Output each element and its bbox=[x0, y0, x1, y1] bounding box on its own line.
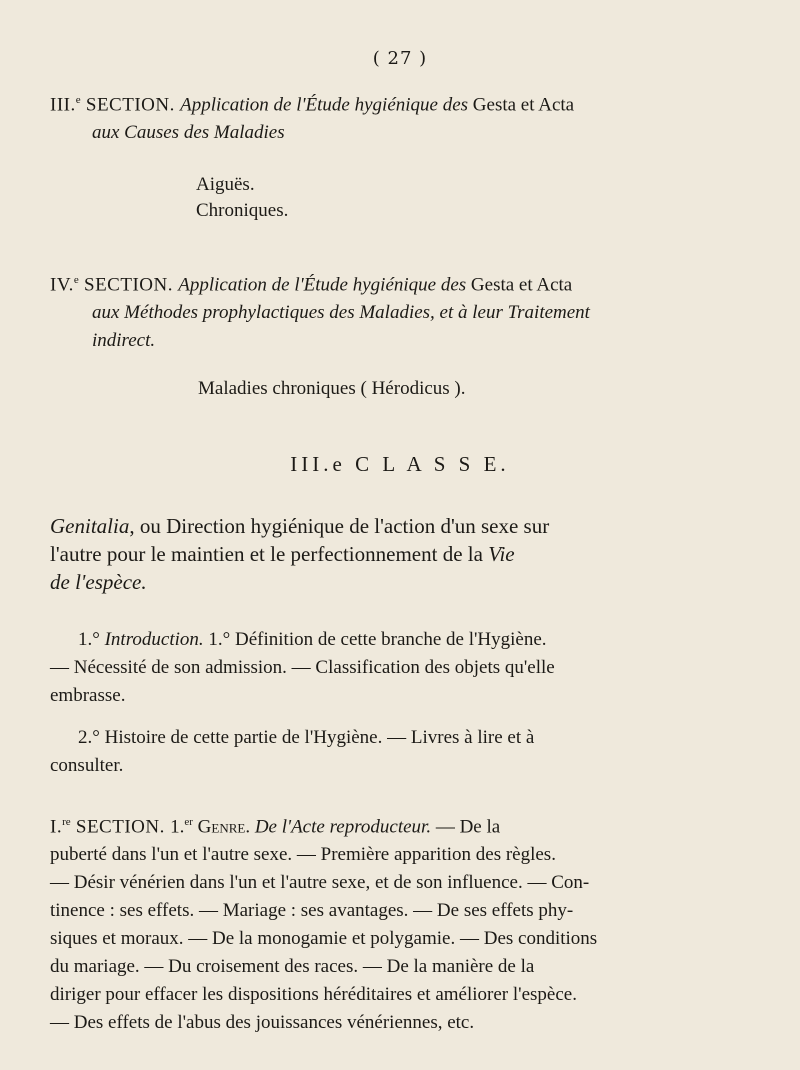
intro-line-2: — Nécessité de son admission. — Classification des objets qu'elle bbox=[50, 657, 555, 678]
section-1-genre-word: Genre. bbox=[192, 816, 255, 838]
genitalia-line-2-text: l'autre pour le maintien et le perfectionnement de la bbox=[50, 542, 489, 566]
intro-number: 1.° bbox=[78, 629, 105, 650]
section-1-genre-title: De l'Acte reproducteur. bbox=[254, 816, 432, 838]
class-title: III.e C L A S S E. bbox=[290, 452, 510, 476]
genitalia-line-2 bbox=[50, 540, 760, 568]
section-4-label: IV. bbox=[50, 274, 74, 296]
section-4-subtitle-cont: indirect. bbox=[92, 330, 156, 352]
section-4-subtitle: aux Méthodes prophylactiques des Maladies, et à leur Traitement bbox=[92, 302, 590, 324]
section-4-sup: e bbox=[73, 274, 79, 286]
section-4-sub-item: Maladies chroniques ( Hérodicus ). bbox=[198, 378, 466, 399]
intro-title: Introduction. bbox=[104, 629, 204, 650]
section-3-heading bbox=[50, 86, 760, 147]
section-4-title-rest: Gesta et Acta bbox=[470, 274, 573, 296]
section-1-line-1: puberté dans l'un et l'autre sexe. — Première apparition des règles. bbox=[50, 844, 556, 866]
history-line-2: consulter. bbox=[50, 755, 124, 776]
section-3-item-acute: Aiguës. bbox=[196, 174, 255, 195]
section-3-title-rest: Gesta et Acta bbox=[472, 94, 575, 116]
intro-line-3: embrasse. bbox=[50, 685, 126, 706]
section-1-genre-rest: — De la bbox=[431, 816, 501, 838]
section-1-genre-number: 1. bbox=[170, 816, 185, 838]
section-1-line-4: siques et moraux. — De la monogamie et polygamie. — Des conditions bbox=[50, 928, 598, 950]
genitalia-line-1-rest: , ou Direction hygiénique de l'action d'un sexe sur bbox=[129, 514, 550, 538]
genitalia-vie: Vie bbox=[488, 542, 515, 566]
history-paragraph bbox=[50, 724, 760, 780]
section-3-title-line bbox=[50, 86, 760, 119]
section-1-line-7: — Des effets de l'abus des jouissances vénériennes, etc. bbox=[50, 1012, 475, 1034]
section-1-genre-sup: er bbox=[184, 816, 193, 828]
section-1-line-2: — Désir vénérien dans l'un et l'autre sexe, et de son influence. — Con- bbox=[50, 872, 590, 894]
genitalia-line-3: de l'espèce. bbox=[50, 570, 147, 594]
page-number: ( 27 ) bbox=[372, 48, 428, 69]
introduction-paragraph bbox=[50, 626, 760, 710]
section-1-line-3: tinence : ses effets. — Mariage : ses avantages. — De ses effets phy- bbox=[50, 900, 574, 922]
section-1-line-0 bbox=[50, 808, 760, 841]
section-4-title-line bbox=[50, 266, 760, 299]
section-1-sup: re bbox=[62, 816, 71, 828]
section-3-sup: e bbox=[75, 94, 81, 106]
section-1-paragraph bbox=[50, 808, 760, 1037]
section-3-label: III. bbox=[50, 94, 76, 116]
section-4-heading bbox=[50, 266, 760, 355]
section-3-subtitle: aux Causes des Maladies bbox=[92, 122, 285, 144]
section-4-word: SECTION. bbox=[78, 274, 179, 296]
section-3-item-chronic: Chroniques. bbox=[196, 200, 289, 221]
genitalia-term: Genitalia bbox=[50, 514, 130, 538]
section-3-word: SECTION. bbox=[80, 94, 181, 116]
section-1-word: SECTION. bbox=[70, 816, 171, 838]
genitalia-paragraph bbox=[50, 512, 760, 596]
section-3-list bbox=[196, 172, 288, 224]
history-line-1: 2.° Histoire de cette partie de l'Hygiène. — Livres à lire et à bbox=[78, 727, 535, 748]
genitalia-line-1 bbox=[50, 512, 760, 540]
section-3-title-italic: Application de l'Étude hygiénique des bbox=[180, 94, 473, 116]
section-1-label: I. bbox=[50, 816, 63, 838]
intro-line-1 bbox=[50, 626, 760, 654]
section-1-line-5: du mariage. — Du croisement des races. — De la manière de la bbox=[50, 956, 535, 978]
intro-line-1-rest: 1.° Définition de cette branche de l'Hygiène. bbox=[203, 629, 547, 650]
section-4-title-italic: Application de l'Étude hygiénique des bbox=[178, 274, 471, 296]
section-1-line-6: diriger pour effacer les dispositions héréditaires et améliorer l'espèce. bbox=[50, 984, 577, 1006]
